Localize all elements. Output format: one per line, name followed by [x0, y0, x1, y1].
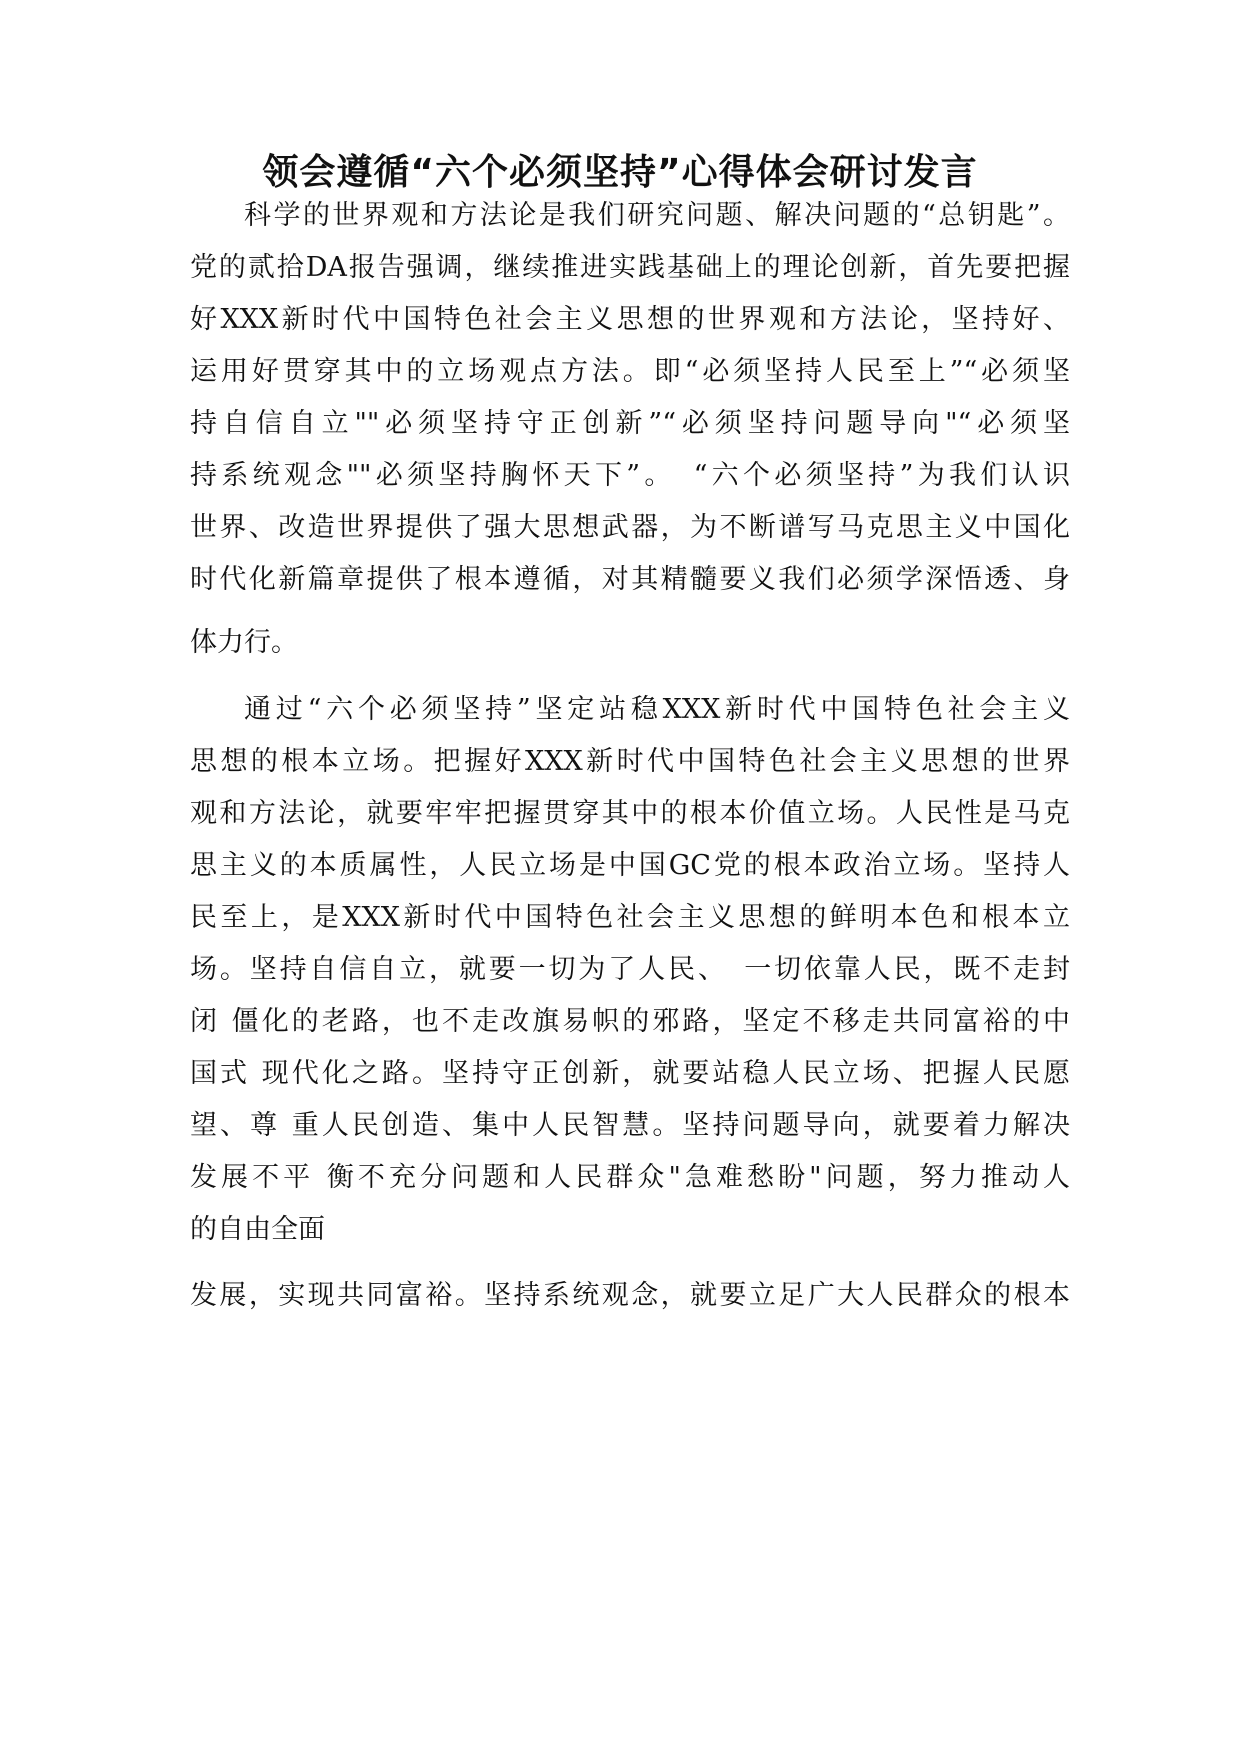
paragraph-2-line-1: 通过“六个必须坚持”坚定站稳XXX新时代中国特色社会主义	[244, 694, 1070, 725]
paragraph-2-line-8: 国式 现代化之路。坚持守正创新，就要站稳人民立场、把握人民愿	[190, 1058, 1070, 1089]
document-title: 领会遵循“六个必须坚持”心得体会研讨发言	[262, 152, 978, 193]
paragraph-2-line-7: 闭 僵化的老路，也不走改旗易帜的邪路，坚定不移走共同富裕的中	[190, 1006, 1070, 1037]
paragraph-1-line-6: 持系统观念""必须坚持胸怀天下”。 “六个必须坚持”为我们认识	[190, 460, 1070, 491]
paragraph-2-line-2: 思想的根本立场。把握好XXX新时代中国特色社会主义思想的世界	[190, 746, 1070, 777]
paragraph-1-line-1: 科学的世界观和方法论是我们研究问题、解决问题的“总钥匙”。	[244, 200, 1070, 231]
paragraph-1-line-2: 党的贰拾DA报告强调，继续推进实践基础上的理论创新，首先要把握	[190, 252, 1070, 283]
paragraph-3-line-1: 发展，实现共同富裕。坚持系统观念，就要立足广大人民群众的根本	[190, 1280, 1070, 1311]
paragraph-1-line-4: 运用好贯穿其中的立场观点方法。即“必须坚持人民至上”“必须坚	[190, 356, 1070, 387]
paragraph-1-line-5: 持自信自立""必须坚持守正创新”“必须坚持问题导向"“必须坚	[190, 408, 1070, 439]
paragraph-2-line-9: 望、尊 重人民创造、集中人民智慧。坚持问题导向，就要着力解决	[190, 1110, 1070, 1141]
paragraph-2-line-3: 观和方法论，就要牢牢把握贯穿其中的根本价值立场。人民性是马克	[190, 798, 1070, 829]
paragraph-2-line-5: 民至上，是XXX新时代中国特色社会主义思想的鲜明本色和根本立	[190, 902, 1070, 933]
paragraph-2-line-10: 发展不平 衡不充分问题和人民群众"急难愁盼"问题，努力推动人	[190, 1162, 1070, 1193]
paragraph-2-line-4: 思主义的本质属性，人民立场是中国GC党的根本政治立场。坚持人	[190, 850, 1070, 881]
paragraph-1-line-8: 时代化新篇章提供了根本遵循，对其精髓要义我们必须学深悟透、身	[190, 564, 1070, 595]
paragraph-1-line-9: 体力行。	[190, 627, 298, 658]
paragraph-1-line-3: 好XXX新时代中国特色社会主义思想的世界观和方法论，坚持好、	[190, 304, 1070, 335]
paragraph-2-line-11: 的自由全面	[190, 1214, 325, 1245]
paragraph-2-line-6: 场。坚持自信自立，就要一切为了人民、 一切依靠人民，既不走封	[190, 954, 1070, 985]
paragraph-1-line-7: 世界、改造世界提供了强大思想武器，为不断谱写马克思主义中国化	[190, 512, 1070, 543]
